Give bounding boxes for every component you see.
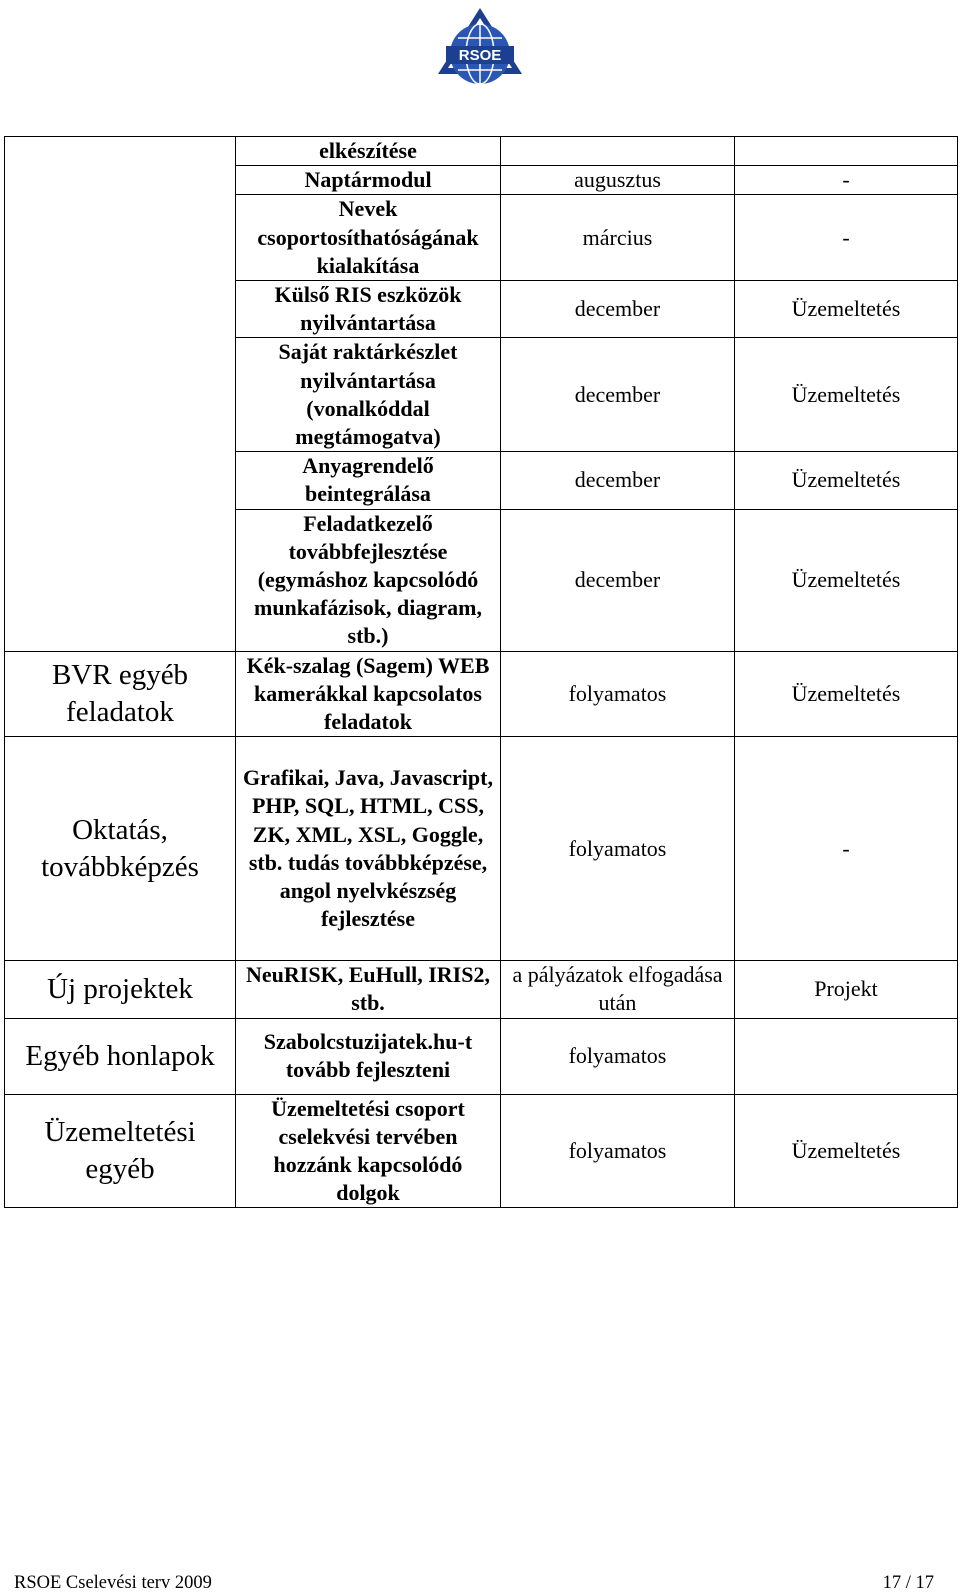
table-row: [5, 1018, 958, 1094]
status-cell: -: [735, 166, 958, 195]
status-cell: Üzemeltetés: [735, 281, 958, 338]
task-cell: Kék-szalag (Sagem) WEB kamerákkal kapcsolatos feladatok: [236, 651, 501, 737]
task-cell: Naptármodul: [236, 166, 501, 195]
status-cell: [735, 1018, 958, 1094]
task-cell: elkészítése: [236, 137, 501, 166]
status-cell: Üzemeltetés: [735, 452, 958, 509]
date-cell: [501, 137, 735, 166]
footer-page-number: 17 / 17: [882, 1573, 934, 1593]
task-cell: Üzemeltetési csoport cselekvési tervében hozzánk kapcsolódó dolgok: [236, 1094, 501, 1208]
task-cell: Feladatkezelő továbbfejlesztése (egymáshoz kapcsolódó munkafázisok, diagram, stb.): [236, 509, 501, 651]
date-cell: a pályázatok elfogadása után: [501, 961, 735, 1018]
footer-document-title: RSOE Cselevési terv 2009: [14, 1573, 212, 1593]
date-cell: folyamatos: [501, 737, 735, 961]
status-cell: Projekt: [735, 961, 958, 1018]
task-cell: Saját raktárkészlet nyilvántartása (vonalkóddal megtámogatva): [236, 338, 501, 452]
rsoe-logo: [432, 4, 528, 100]
task-cell: Anyagrendelő beintegrálása: [236, 452, 501, 509]
status-cell: [735, 137, 958, 166]
category-cell: Új projektek: [5, 961, 236, 1018]
status-cell: -: [735, 195, 958, 281]
category-cell-blank: [5, 137, 236, 652]
category-cell: Üzemeltetési egyéb: [5, 1094, 236, 1208]
status-cell: Üzemeltetés: [735, 509, 958, 651]
date-cell: folyamatos: [501, 1094, 735, 1208]
table-row: [5, 651, 958, 737]
logo-text: RSOE: [458, 47, 502, 64]
task-cell: NeuRISK, EuHull, IRIS2, stb.: [236, 961, 501, 1018]
date-cell: folyamatos: [501, 1018, 735, 1094]
category-cell: BVR egyéb feladatok: [5, 651, 236, 737]
date-cell: március: [501, 195, 735, 281]
table-row: [5, 737, 958, 961]
date-cell: december: [501, 509, 735, 651]
status-cell: Üzemeltetés: [735, 1094, 958, 1208]
date-cell: december: [501, 338, 735, 452]
category-cell: Oktatás, továbbképzés: [5, 737, 236, 961]
table-row: [5, 137, 958, 166]
table-row: [5, 1094, 958, 1208]
globe-icon: [438, 8, 522, 84]
status-cell: Üzemeltetés: [735, 651, 958, 737]
task-cell: Nevek csoportosíthatóságának kialakítása: [236, 195, 501, 281]
task-cell: Grafikai, Java, Javascript, PHP, SQL, HTML, CSS, ZK, XML, XSL, Goggle, stb. tudás továbbképzése, angol nyelvkészség fejlesztése: [236, 737, 501, 961]
date-cell: december: [501, 281, 735, 338]
date-cell: december: [501, 452, 735, 509]
plan-table: [4, 136, 958, 1208]
task-cell: Külső RIS eszközök nyilvántartása: [236, 281, 501, 338]
status-cell: -: [735, 737, 958, 961]
date-cell: folyamatos: [501, 651, 735, 737]
date-cell: augusztus: [501, 166, 735, 195]
table-row: [5, 961, 958, 1018]
status-cell: Üzemeltetés: [735, 338, 958, 452]
category-cell: Egyéb honlapok: [5, 1018, 236, 1094]
task-cell: Szabolcstuzijatek.hu-t tovább fejleszteni: [236, 1018, 501, 1094]
